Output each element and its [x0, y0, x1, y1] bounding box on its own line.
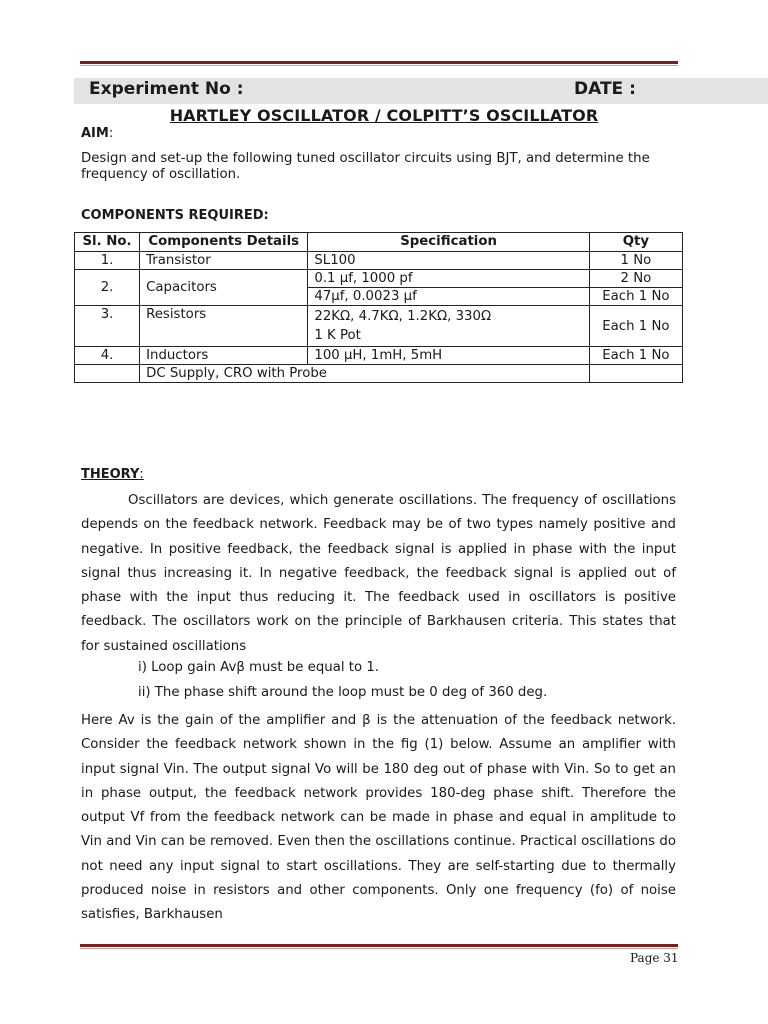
- components-table: [74, 232, 683, 383]
- table-cell: 1.: [75, 252, 140, 270]
- theory-heading: THEORY:: [81, 467, 144, 482]
- list-item: ii) The phase shift around the loop must be 0 deg of 360 deg.: [138, 685, 548, 700]
- table-cell: Capacitors: [140, 270, 308, 306]
- table-header-cell: Components Details: [140, 233, 308, 252]
- table-cell: Each 1 No: [589, 306, 682, 347]
- table-header-cell: Sl. No.: [75, 233, 140, 252]
- table-header-cell: Specification: [308, 233, 589, 252]
- table-cell: 0.1 μf, 1000 pf: [308, 270, 589, 288]
- table-cell: Inductors: [140, 347, 308, 365]
- aim-text: Design and set-up the following tuned oscillator circuits using BJT, and determine the frequency of oscillation.: [81, 151, 650, 182]
- components-heading: COMPONENTS REQUIRED:: [81, 208, 269, 223]
- table-cell: 3.: [75, 306, 140, 347]
- table-cell: Resistors: [140, 306, 308, 347]
- table-row: [75, 365, 683, 383]
- page-title: HARTLEY OSCILLATOR / COLPITT’S OSCILLATOR: [169, 106, 599, 125]
- table-cell: 1 No: [589, 252, 682, 270]
- table-row: [75, 252, 683, 270]
- date-label: DATE :: [574, 79, 636, 99]
- spec-line: 1 K Pot: [314, 328, 361, 343]
- table-cell: 100 μH, 1mH, 5mH: [308, 347, 589, 365]
- page-number: Page 31: [630, 951, 679, 965]
- table-cell: [75, 365, 140, 383]
- table-cell: [308, 306, 589, 347]
- table-cell: [589, 365, 682, 383]
- theory-paragraph-2: Here Av is the gain of the amplifier and β is the attenuation of the feedback network. Consider the feedback network shown in the fig (1) below. Assume an amplifier with input signal Vin. The output signal Vo will be 180 deg out of phase with Vin. So to get an in phase output, the feedback network provides 180-deg phase shift. Therefore the output Vf from the feedback network can be made in phase and equal in amplitude to Vin and Vin can be removed. Even then the oscillations continue. Practical oscillations do not need any input signal to start oscillations. They are self-starting due to thermally produced noise in resistors and other components. Only one frequency (fo) of noise satisfies, Barkhausen: [81, 713, 676, 923]
- table-row: [75, 306, 683, 347]
- table-header-cell: Qty: [589, 233, 682, 252]
- aim-heading: AIM:: [81, 126, 114, 141]
- table-cell: Transistor: [140, 252, 308, 270]
- top-rule: [80, 61, 678, 66]
- spec-line: 22KΩ, 4.7KΩ, 1.2KΩ, 330Ω: [314, 309, 492, 324]
- table-cell: 47μf, 0.0023 μf: [308, 288, 589, 306]
- bottom-rule: [80, 944, 678, 949]
- experiment-number-label: Experiment No :: [89, 79, 244, 99]
- table-cell: Each 1 No: [589, 288, 682, 306]
- table-cell: 4.: [75, 347, 140, 365]
- theory-paragraph-1: Oscillators are devices, which generate oscillations. The frequency of oscillations depends on the feedback network. Feedback may be of two types namely positive and negative. In positive feedback, the feedback signal is applied in phase with the input signal thus increasing it. In negative feedback, the feedback signal is applied out of phase with the input thus reducing it. The feedback used in oscillators is positive feedback. The oscillators work on the principle of Barkhausen criteria. This states that for sustained oscillations: [81, 493, 676, 654]
- list-item: i) Loop gain Avβ must be equal to 1.: [138, 660, 380, 675]
- table-cell: 2 No: [589, 270, 682, 288]
- table-row: [75, 347, 683, 365]
- table-cell: 2.: [75, 270, 140, 306]
- table-cell: Each 1 No: [589, 347, 682, 365]
- table-cell: DC Supply, CRO with Probe: [140, 365, 590, 383]
- table-header-row: [75, 233, 683, 252]
- table-cell: SL100: [308, 252, 589, 270]
- table-row: [75, 270, 683, 288]
